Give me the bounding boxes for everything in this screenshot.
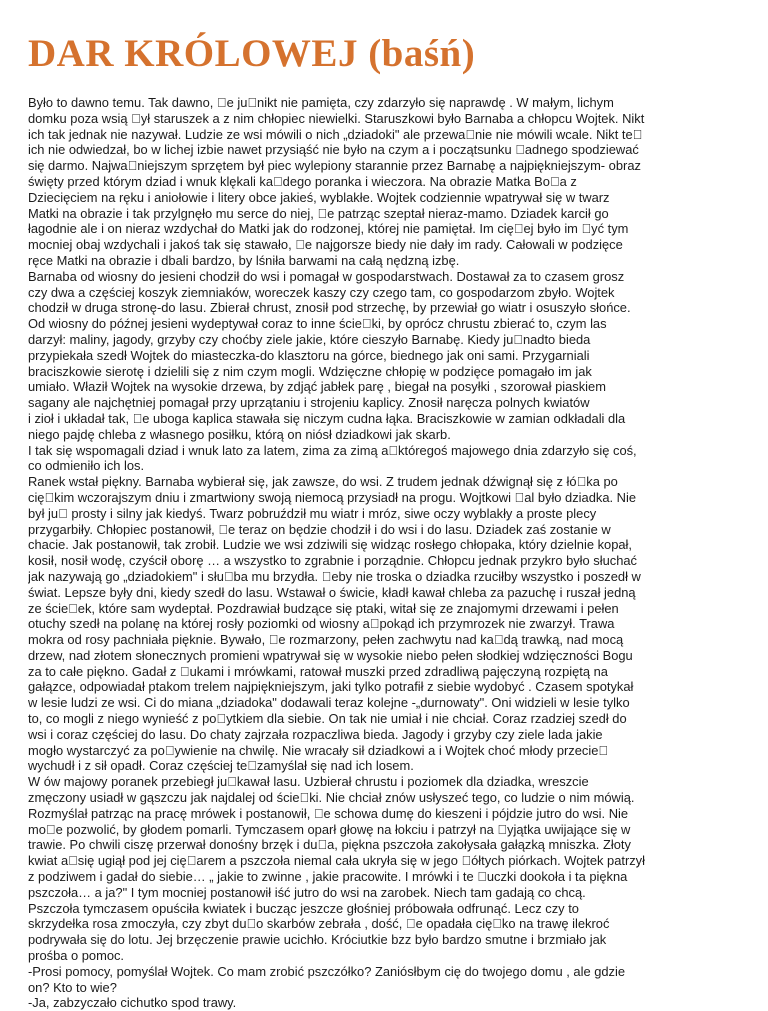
text-line: Matki na obrazie i tak przylgnęło mu serce do niej,  e patrząc szeptał nieraz-mamo. Dziadek karcił go xyxy=(28,205,609,221)
text-line: się darmo. Najwa niejszym sprzętem był piec wylepiony starannie przez Barnabę a najpiękniejszym- obraz xyxy=(28,158,641,174)
text-line: przypiekała szedł Wojtek do miasteczka-do klasztoru na górce, biednego jak oni sami. Przygarniali xyxy=(28,347,590,363)
text-line: umiało. Właził Wojtek na wysokie drzewa, by zdjąć jabłek parę , biegał na posyłki , szorował piaskiem xyxy=(28,379,606,395)
text-line: Ranek wstał piękny. Barnaba wybierał się, jak zawsze, do wsi. Z trudem jednak dźwignął się z łó ka po xyxy=(28,474,618,490)
text-line: I tak się wspomagali dziad i wnuk lato za latem, zima za zimą a któregoś majowego dnia zdarzyło się coś, xyxy=(28,442,637,458)
text-line: wsi i coraz częściej do lasu. Do chaty zajrzała rozpaczliwa bieda. Jagody i grzyby czy ziele lada jakie xyxy=(28,726,603,742)
text-line: pszczoła… a ja?" I tym mocniej postanowił iść jutro do wsi na zarobek. Niech tam gadają co chcą. xyxy=(28,884,586,900)
text-line: co odmieniło ich los. xyxy=(28,458,145,474)
text-line: był ju  prosty i silny jak kiedyś. Twarz pobruździł mu wiatr i mróz, siwe oczy wyblakły a proste plecy xyxy=(28,505,597,521)
text-line: wychudł i z sił opadł. Coraz częściej te zamyślał się nad ich losem. xyxy=(28,758,414,774)
text-line: świat. Lepsze były dni, kiedy szedł do lasu. Wstawał o świcie, kładł kawał chleba za pazuchę i ruszał jedną xyxy=(28,584,636,600)
text-line: W ów majowy poranek przebiegł ju kawał lasu. Uzbierał chrustu i poziomek dla dziadka, wreszcie xyxy=(28,774,589,790)
text-line: przygarbiły. Chłopiec postanowił,  e teraz on będzie chodził i do wsi i do lasu. Dziadek zaś zostanie w xyxy=(28,521,611,537)
text-line: domku poza wsią  ył staruszek a z nim chłopiec niewielki. Staruszkowi było Barnaba a chłopcu Wojtek. Nikt xyxy=(28,110,645,126)
text-line: mo e pozwolić, by głodem pomarli. Tymczasem oparł głowę na łokciu i patrzył na  yjątka uwijające się w xyxy=(28,821,631,837)
text-line: łagodnie ale i on nieraz wzdychał do Matki jak do rodzonej, której nie pamiętał. Im cię ej było im  yć tym xyxy=(28,221,629,237)
text-line: czy dwa a częściej koszyk ziemniaków, woreczek kaszy czy czego tam, co gospodarzom zbyło. Wojtek xyxy=(28,284,615,300)
text-line: cię kim wczorajszym dniu i zmartwiony swoją niemocą przysiadł na progu. Wojtkowi  al było dziadka. Nie xyxy=(28,489,636,505)
text-line: braciszkowie sierotę i dzielili się z nim czym mogli. Wdzięczne chłopię w podzięce pomagało im jak xyxy=(28,363,592,379)
text-line: Dziecięciem na ręku i aniołowie i litery obce jakieś, wyblakłe. Wojtek codziennie wpatrywał się w twarz xyxy=(28,189,610,205)
text-line: mogło wystarczyć za po ywienie na chwilę. Nie wracały sił dziadkowi a i Wojtek choć młody przecie  xyxy=(28,742,609,758)
text-line: niego pajdę chleba z własnego posiłku, którą on niósł dziadkowi jak skarb. xyxy=(28,426,451,442)
text-line: jak nazywają go „dziadokiem" i słu ba mu brzydła.  eby nie troska o dziadka rzuciłby wszystko i poszedł w xyxy=(28,568,641,584)
text-line: chacie. Jak postanowił, tak zrobił. Ludzie we wsi zdziwili się widząc rosłego chłopaka, który dzielnie kopał, xyxy=(28,537,632,553)
text-line: to, co mogli z niego wynieść z po ytkiem dla siebie. On tak nie umiał i nie chciał. Coraz rzadziej szedł do xyxy=(28,711,627,727)
text-line: Rozmyślał patrząc na pracę mrówek i postanowił,  e schowa dumę do kieszeni i pójdzie jutro do wsi. Nie xyxy=(28,805,629,821)
document-title: DAR KRÓLOWEJ (baśń) xyxy=(28,32,476,75)
text-line: podrywała się do lotu. Jej brzęczenie prawie ucichło. Króciutkie bzz było bardzo smutne i brzmiało jak xyxy=(28,932,607,948)
text-line: Było to dawno temu. Tak dawno,  e ju nikt nie pamięta, czy zdarzyło się naprawdę . W małym, lichym xyxy=(28,95,614,110)
text-line: -Prosi pomocy, pomyślał Wojtek. Co mam zrobić pszczółko? Zaniósłbym cię do twojego domu , ale gdzie xyxy=(28,963,626,979)
text-line: w lesie ludzi ze wsi. Ci do miana „dziadoka" dodawali teraz kolejne -„durnowaty". Oni widzieli w lesie tylko xyxy=(28,695,630,711)
text-line: trawie. Po chwili ciszę przerwał donośny brzęk i du a, piękna pszczoła zakołysała gałązką mniszka. Złoty xyxy=(28,837,631,853)
text-line: on? Kto to wie? xyxy=(28,979,117,995)
text-line: i zioł i układał tak,  e uboga kaplica stawała się niczym cudna łąka. Braciszkowie w zamian odkładali dla xyxy=(28,410,626,426)
text-line: drzew, nad złotem słonecznych promieni wpatrywał się w wysokie niebo pełen słodkiej wdzięczności Bogu xyxy=(28,647,633,663)
text-line: kosił, nosił wodę, czyścił oborę … a wszystko to zgrabnie i porządnie. Chłopcu jednak przykro było słuchać xyxy=(28,553,638,569)
text-line: za to całe piękno. Gadał z  ukami i mrówkami, ratował muszki przed zdradliwą pajęczyną rozpiętą na xyxy=(28,663,608,679)
text-line: sagany ale najchętniej pomagał przy uprzątaniu i strojeniu kaplicy. Znosił naręcza polnych kwiatów xyxy=(28,395,590,411)
text-line: gałązce, odpowiadał ptakom trelem najpiękniejszym, jaki tylko potrafił z siebie wydobyć . Czasem spotykał xyxy=(28,679,634,695)
text-line: święty przed którym dziad i wnuk klękali ka dego poranka i wieczora. Na obrazie Matka Bo a z xyxy=(28,173,577,189)
text-line: ich nie odwiedzał, bo w lichej izbie nawet przysiąść nie było na czym a i początsunku  adnego spodziewać xyxy=(28,142,639,158)
text-line: -Ja, zabzyczało cichutko spod trawy. xyxy=(28,995,237,1011)
text-line: chodził w druga stronę-do lasu. Zbierał chrust, znosił pod strzechę, by przewiał go wiatr i osuszyło słońce. xyxy=(28,300,631,316)
text-line: darzył: maliny, jagody, grzyby czy choćby ziele jakie, które cieszyło Barnabę. Kiedy ju nadto bieda xyxy=(28,331,591,347)
text-line: Barnaba od wiosny do jesieni chodził do wsi i pomagał w gospodarstwach. Dostawał za to czasem grosz xyxy=(28,268,625,284)
text-line: ręce Matki na obrazie i dbali bardzo, by lśniła barwami na całą nędzną izbę. xyxy=(28,252,460,268)
text-line: mocniej obaj wzdychali i jakoś tak się stawało,  e najgorsze biedy nie dały im rady. Całowali w podzięce xyxy=(28,237,623,253)
text-line: skrzydełka rosa zmoczyła, czy zbyt du o skarbów zebrała , dość,  e opadała cię ko na trawę ilekroć xyxy=(28,916,610,932)
text-line: z podziwem i gadał do siebie… „ jakie to zwinne , jakie pracowite. I mrówki i te  uczki dookoła i ta piękna xyxy=(28,869,628,885)
text-line: mokra od rosy pachniała pięknie. Bywało,  e rozmarzony, pełen zachwytu nad ka dą trawką, nad mocą xyxy=(28,632,624,648)
story-text xyxy=(28,95,753,1011)
text-line: prośba o pomoc. xyxy=(28,948,125,964)
text-line: zmęczony usiadł w gąszczu jak najdalej od ście ki. Nie chciał znów usłyszeć tego, co ludzie o nim mówią. xyxy=(28,790,635,806)
text-line: kwiat a się ugiął pod jej cię arem a pszczoła niemal cała ukryła się w jego  ółtych piórkach. Wojtek patrzył xyxy=(28,853,645,869)
text-line: Pszczoła tymczasem opuściła kwiatek i bucząc jeszcze głośniej próbowała odfrunąć. Lecz czy to xyxy=(28,900,579,916)
text-line: otuchy szedł na polanę na której rosły poziomki od wiosny a pokąd ich przymrozek nie zwarzył. Trawa xyxy=(28,616,615,632)
text-line: ze ście ek, które sam wydeptał. Pozdrawiał budzące się ptaki, witał się ze znajomymi drzewami i pełen xyxy=(28,600,619,616)
text-line: ich tak jednak nie nazywał. Ludzie ze wsi mówili o nich „dziadoki" ale przewa nie nie mówili wcale. Nikt te  xyxy=(28,126,643,142)
text-line: Od wiosny do późnej jesieni wydeptywał coraz to inne ście ki, by oprócz chrustu zbierać to, czym las xyxy=(28,316,607,332)
